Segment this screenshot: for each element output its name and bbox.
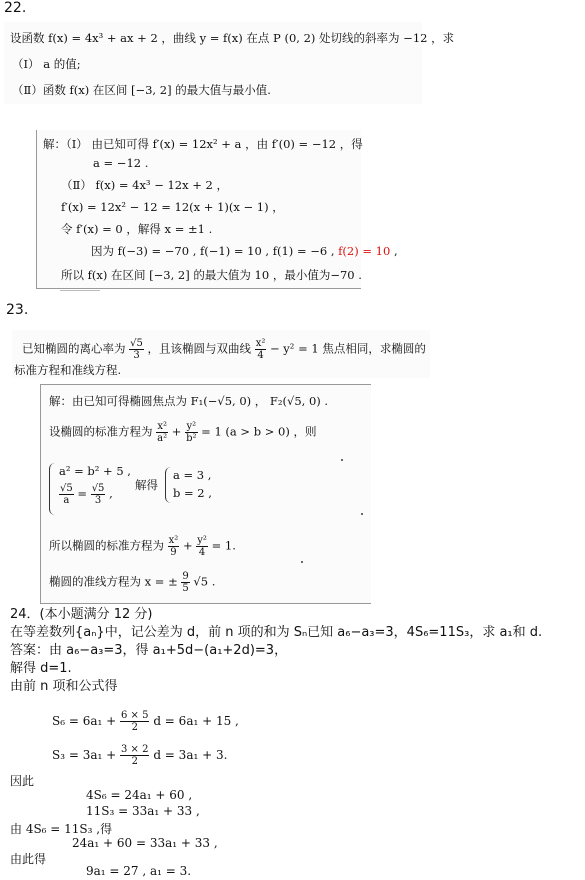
q24-s3-right: d = 3a₁ + 3. — [153, 748, 228, 762]
q23-result-brace — [165, 467, 171, 503]
question-22-number: 22. — [4, 0, 27, 16]
q24-from-equality: 由 4S₆ = 11S₃ ,得 — [10, 822, 113, 836]
q23-system-brace-left — [49, 463, 56, 515]
q23-result-b: b = 2 , — [173, 486, 212, 500]
q23-l2-x-fraction — [156, 421, 168, 444]
q24-s3-left: S₃ = 3a₁ + — [52, 748, 117, 762]
q23-solution-line-1: 解：由已知可得椭圆焦点为 F₁(−√5, 0) ， F₂(√5, 0) . — [49, 394, 329, 408]
q23-stem-c: − y² = 1 焦点相同，求椭圆的 — [270, 341, 426, 356]
scan-speck — [301, 561, 303, 563]
q23-sys2-right-fraction — [91, 483, 106, 506]
q23-sys2-right-den: 3 — [94, 495, 102, 506]
q23-l2-y-fraction — [185, 421, 197, 444]
q23-eccentricity-fraction — [129, 338, 144, 361]
question-24-answer-line-1: 答案：由 a₆−a₃=3，得 a₁+5d−(a₁+2d)=3， — [10, 643, 288, 658]
q22-values-text: 因为 f(−3) = −70 , f(−1) = 10 , f(1) = −6 , — [91, 244, 339, 258]
q23-l2-y-num: y² — [186, 421, 197, 432]
q24-s3-formula — [52, 744, 227, 767]
q23-solution-line-4 — [49, 535, 236, 558]
q22-solution-line-7: 所以 f(x) 在区间 [−3, 2] 的最大值为 10 ，最小值为−70 . — [61, 268, 362, 282]
q22-solution-line-5: 令 f′(x) = 0 ，解得 x = ±1 . — [61, 222, 213, 236]
q24-final-result: 9a₁ = 27 , a₁ = 3. — [86, 864, 192, 878]
q22-solution-line-4: f′(x) = 12x² − 12 = 12(x + 1)(x − 1) ， — [61, 200, 284, 214]
q23-sys2-left-den: a — [63, 495, 70, 506]
question-22-statement-block — [4, 22, 455, 104]
q23-stem-b: ，且该椭圆与双曲线 — [147, 341, 252, 356]
question-22-stem: 设函数 f(x) = 4x³ + ax + 2 ，曲线 y = f(x) 在点 P (0, 2) 处切线的斜率为 −12 ，求 — [10, 31, 455, 45]
q23-l5-fraction — [181, 571, 189, 594]
q23-l4-text: 所以椭圆的标准方程为 — [49, 538, 164, 553]
q24-eq-4s6: 4S₆ = 24a₁ + 60 , — [86, 788, 193, 802]
question-24-stem: 在等差数列{aₙ}中，记公差为 d，前 n 项的和为 Sₙ已知 a₆−a₃=3，4S₆=11S₃，求 a₁和 d. — [10, 625, 543, 640]
q24-s6-formula — [52, 710, 239, 733]
q23-l5-den: 5 — [182, 583, 189, 594]
q23-h-denominator: 4 — [257, 350, 264, 361]
q23-stem-a: 已知椭圆的离心率为 — [22, 341, 126, 356]
q23-sys2-equals: = — [77, 486, 88, 501]
q22-values-tail: , — [390, 244, 398, 258]
q23-l5-text: 椭圆的准线方程为 x = ± — [49, 574, 178, 589]
q23-result-a: a = 3 , — [173, 468, 212, 482]
q23-sys2-left-num: √5 — [60, 483, 73, 494]
q23-sys2-left-fraction — [59, 483, 74, 506]
question-24-answer-line-3: 由前 n 项和公式得 — [10, 679, 118, 694]
scan-speck — [361, 513, 363, 515]
q23-sys2-tail: , — [109, 486, 113, 501]
q23-solve-label: 解得 — [135, 478, 158, 492]
q23-l4-tail: = 1. — [211, 538, 236, 553]
q23-solution-line-2 — [49, 421, 317, 444]
q23-hyperbola-fraction — [255, 338, 267, 361]
q24-therefore: 因此 — [10, 774, 35, 788]
q24-s3-den: 2 — [131, 756, 138, 767]
q24-s6-den: 2 — [131, 722, 138, 733]
q22-solution-line-3: （Ⅱ） f(x) = 4x³ − 12x + 2 ， — [61, 178, 229, 192]
q23-solution-line-5 — [49, 571, 215, 594]
q23-system-eq-1: a² = b² + 5 , — [59, 464, 131, 478]
q23-l4-y-fraction — [196, 535, 208, 558]
q23-l2-tail: = 1 (a > b > 0) ，则 — [201, 424, 317, 439]
q23-l4-x-num: x² — [168, 535, 179, 546]
q22-solution-line-1: 解：（Ⅰ） 由已知可得 f′(x) = 12x² + a ，由 f′(0) = −12 ，得 — [43, 137, 363, 151]
q23-e-denominator: 3 — [133, 350, 140, 361]
q23-l5-num: 9 — [182, 571, 189, 582]
q23-l4-x-fraction — [168, 535, 180, 558]
q23-l2-plus: + — [171, 424, 182, 439]
q23-l4-plus: + — [182, 538, 193, 553]
q24-s6-left: S₆ = 6a₁ + — [52, 714, 117, 728]
question-23-number: 23. — [6, 302, 29, 318]
q23-l2-y-den: b² — [186, 433, 197, 444]
q23-l4-x-den: 9 — [170, 547, 177, 558]
question-22-part-1: （Ⅰ） a 的值; — [12, 57, 81, 71]
q23-l2-text: 设椭圆的标准方程为 — [49, 424, 153, 439]
q24-s3-fraction — [120, 744, 149, 767]
question-23-stem-line-1 — [22, 338, 426, 361]
q24-hence: 由此得 — [10, 852, 47, 866]
q23-system-eq-2 — [59, 483, 113, 506]
q24-s3-num: 3 × 2 — [121, 744, 149, 755]
q24-eq-combined: 24a₁ + 60 = 33a₁ + 33 , — [72, 836, 218, 850]
q22-solution-line-2: a = −12 . — [93, 156, 149, 170]
question-22-part-2: （Ⅱ）函数 f(x) 在区间 [−3, 2] 的最大值与最小值. — [12, 83, 271, 97]
question-24-answer-line-2: 解得 d=1. — [10, 661, 72, 676]
q24-s6-num: 6 × 5 — [121, 710, 149, 721]
q22-solution-line-6 — [91, 243, 398, 259]
q24-eq-11s3: 11S₃ = 33a₁ + 33 , — [86, 804, 200, 818]
q23-e-numerator: √5 — [130, 338, 143, 349]
q23-l2-x-num: x² — [157, 421, 167, 432]
q24-s6-fraction — [120, 710, 149, 733]
q23-l4-y-den: 4 — [198, 547, 206, 558]
q24-s6-right: d = 6a₁ + 15 , — [153, 714, 239, 728]
question-24-title: 24．(本小题满分 12 分) — [10, 607, 153, 622]
q23-l5-tail: √5 . — [193, 574, 216, 589]
q22-highlighted-value: f(2) = 10 — [338, 244, 391, 258]
question-22-solution-box — [36, 130, 398, 289]
question-23-statement-block — [12, 330, 430, 378]
question-23-solution-box — [40, 384, 371, 604]
q23-l2-x-den: a² — [157, 433, 168, 444]
scan-edge-line — [60, 290, 100, 291]
q23-h-numerator: x² — [255, 338, 266, 349]
question-23-stem-line-2: 标准方程和准线方程. — [14, 363, 122, 377]
scan-speck — [341, 459, 343, 461]
q23-l4-y-num: y² — [197, 535, 207, 546]
q23-sys2-right-num: √5 — [91, 483, 105, 494]
